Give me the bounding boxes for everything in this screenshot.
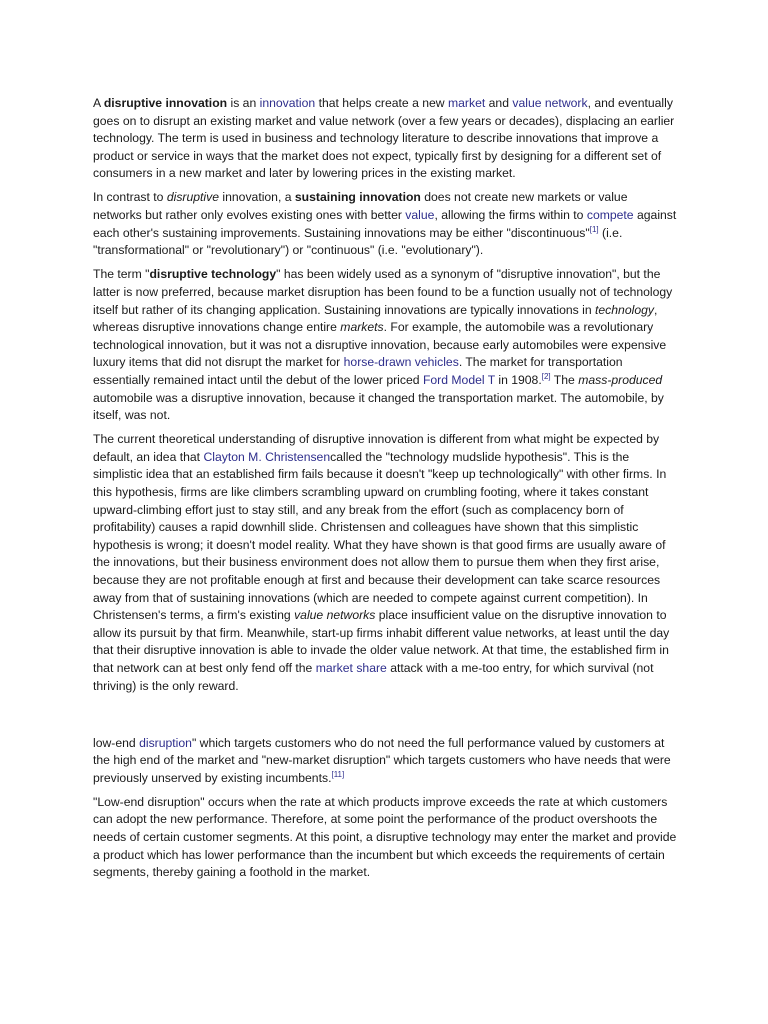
- paragraph-intro: A disruptive innovation is an innovation that helps create a new market and value network, and eventually goes on to disrupt an existing market and value network (over a few years or decades), displacing an earlier technology. The term is used in business and technology literature to describe innovations that improve a product or service in ways that the market does not expect, typically first by designing for a different set of consumers in a new market and later by lowering prices in the existing market.: [93, 96, 675, 181]
- paragraph-sustaining: In contrast to disruptive innovation, a sustaining innovation does not create new markets or value networks but rather only evolves existing ones with better value, allowing the firms within to compete against each other's sustaining improvements. Sustaining innovations may be either "discontinuous"[1] (i.e. "transformational" or "revolutionary") or "continuous" (i.e. "evolutionary").: [93, 190, 677, 258]
- citation-1[interactable]: [1]: [589, 224, 599, 234]
- link-disruption[interactable]: disruption: [139, 735, 192, 750]
- citation-2[interactable]: [2]: [541, 371, 551, 381]
- link-value-network[interactable]: value network: [512, 96, 588, 110]
- citation-11[interactable]: [11]: [331, 769, 345, 779]
- link-market-share[interactable]: market share: [315, 660, 387, 675]
- paragraph-disruptive-technology: The term "disruptive technology" has been widely used as a synonym of "disruptive innovation", but the latter is now preferred, because market disruption has been found to be a function usually not of technology itself but rather of its changing application. Sustaining innovations are typically innovations in technology, whereas disruptive innovations change entire markets. For example, the automobile was a revolutionary technological innovation, but it was not a disruptive innovation, because early automobiles were expensive luxury items that did not disrupt the market for horse-drawn vehicles. The market for transportation essentially remained intact until the debut of the lower priced Ford Model T in 1908.[2] The mass-produced automobile was a disruptive innovation, because it changed the transportation market. The automobile, by itself, was not.: [93, 267, 673, 423]
- link-compete[interactable]: compete: [586, 208, 634, 223]
- link-value[interactable]: value: [405, 208, 435, 223]
- link-innovation[interactable]: innovation: [259, 96, 316, 110]
- paragraph-low-end: low-end disruption" which targets customers who do not need the full performance valued by customers at the high end of the market and "new-market disruption" which targets customers who have needs that were previously unserved by existing incumbents.[11]: [93, 735, 671, 785]
- article-body: [93, 95, 678, 888]
- section-gap: [93, 702, 678, 735]
- link-ford-model-t[interactable]: Ford Model T: [422, 372, 495, 387]
- link-clayton-christensen[interactable]: Clayton M. Christensen: [203, 449, 331, 464]
- paragraph-theory: The current theoretical understanding of disruptive innovation is different from what might be expected by default, an idea that Clayton M. Christensencalled the "technology mudslide hypothesis". This is the simplistic idea that an established firm fails because it doesn't "keep up technologically" with other firms. In this hypothesis, firms are like climbers scrambling upward on crumbling footing, where it takes constant upward-climbing effort just to stay still, and any break from the effort (such as complacency born of profitability) causes a rapid downhill slide. Christensen and colleagues have shown that this simplistic hypothesis is wrong; it doesn't model reality. What they have shown is that good firms are usually aware of the innovations, but their business environment does not allow them to pursue them when they first arise, because they are not profitable enough at first and because their development can take scarce resources away from that of sustaining innovations (which are needed to compete against current competition). In Christensen's terms, a firm's existing value networks place insufficient value on the disruptive innovation to allow its pursuit by that firm. Meanwhile, start-up firms inhabit different value networks, at least until the day that their disruptive innovation is able to invade the older value network. At that time, the established firm in that network can at best only fend off the market share attack with a me-too entry, for which survival (not thriving) is the only reward.: [93, 432, 670, 693]
- link-horse-drawn-vehicles[interactable]: horse-drawn vehicles: [343, 355, 459, 370]
- term-disruptive-technology: disruptive technology: [149, 267, 277, 282]
- term-disruptive-innovation: disruptive innovation: [103, 96, 228, 110]
- link-market[interactable]: market: [448, 96, 486, 110]
- paragraph-low-end-disruption: "Low-end disruption" occurs when the rate at which products improve exceeds the rate at which customers can adopt the new performance. Therefore, at some point the performance of the product overshoots the needs of certain customer segments. At this point, a disruptive technology may enter the market and provide a product which has lower performance than the incumbent but which exceeds the requirements of certain segments, thereby gaining a foothold in the market.: [93, 794, 677, 880]
- term-sustaining-innovation: sustaining innovation: [294, 190, 421, 205]
